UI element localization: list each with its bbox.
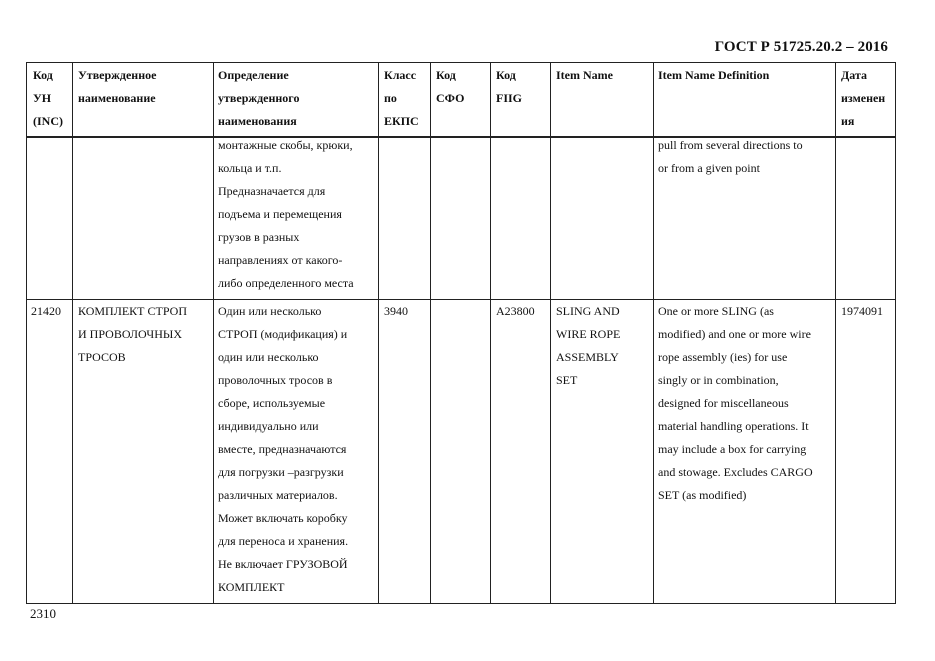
header-item-name-definition: Item Name Definition bbox=[658, 68, 770, 82]
row-definition-ru: Один или несколько СТРОП (модификация) и один или несколько проволочных тросов в сборе, используемые индивидуально или вместе, предназначаются для погрузки –разгрузки различных материалов. Может включать коробку для переноса и хранения. Не включает ГРУЗОВОЙ КОМПЛЕКТ bbox=[218, 304, 349, 594]
column-divider bbox=[213, 63, 214, 603]
column-divider bbox=[835, 63, 836, 603]
column-divider bbox=[490, 63, 491, 603]
row-item-name-definition: One or more SLING (as modified) and one or more wire rope assembly (ies) for use singly or in combination, designed for miscellaneous material handling operations. It may include a box for carrying and stowage. Excludes CARGO SET (as modified) bbox=[658, 304, 813, 502]
row-item-name: SLING AND WIRE ROPE ASSEMBLY SET bbox=[556, 304, 621, 387]
row-inc: 21420 bbox=[31, 304, 61, 318]
header-inc: Код УН (INC) bbox=[33, 68, 63, 128]
header-sfo-code: Код СФО bbox=[436, 68, 465, 105]
page-number: 2310 bbox=[30, 606, 56, 621]
header-approved-name: Утвержденное наименование bbox=[78, 68, 157, 105]
continued-item-name-definition: pull from several directions to or from a given point bbox=[658, 138, 803, 175]
column-divider bbox=[550, 63, 551, 603]
header-fiig-code: Код FIIG bbox=[496, 68, 523, 105]
header-item-name: Item Name bbox=[556, 68, 613, 82]
document-standard-title: ГОСТ Р 51725.20.2 – 2016 bbox=[714, 39, 888, 55]
row-approved-name: КОМПЛЕКТ СТРОП И ПРОВОЛОЧНЫХ ТРОСОВ bbox=[78, 304, 187, 364]
column-divider bbox=[430, 63, 431, 603]
row-fiig-code: A23800 bbox=[496, 304, 535, 318]
header-change-date: Дата изменен ия bbox=[841, 68, 886, 128]
catalog-table bbox=[26, 62, 896, 604]
column-divider bbox=[378, 63, 379, 603]
column-divider bbox=[72, 63, 73, 603]
row-ekps-class: 3940 bbox=[384, 304, 408, 318]
continued-definition-ru: монтажные скобы, крюки, кольца и т.п. Предназначается для подъема и перемещения грузов в разных направлениях от какого- либо определенного места bbox=[218, 138, 354, 290]
row-change-date: 1974091 bbox=[841, 304, 883, 318]
column-divider bbox=[653, 63, 654, 603]
header-definition-ru: Определение утвержденного наименования bbox=[218, 68, 300, 128]
header-ekps-class: Класс по ЕКПС bbox=[384, 68, 419, 128]
